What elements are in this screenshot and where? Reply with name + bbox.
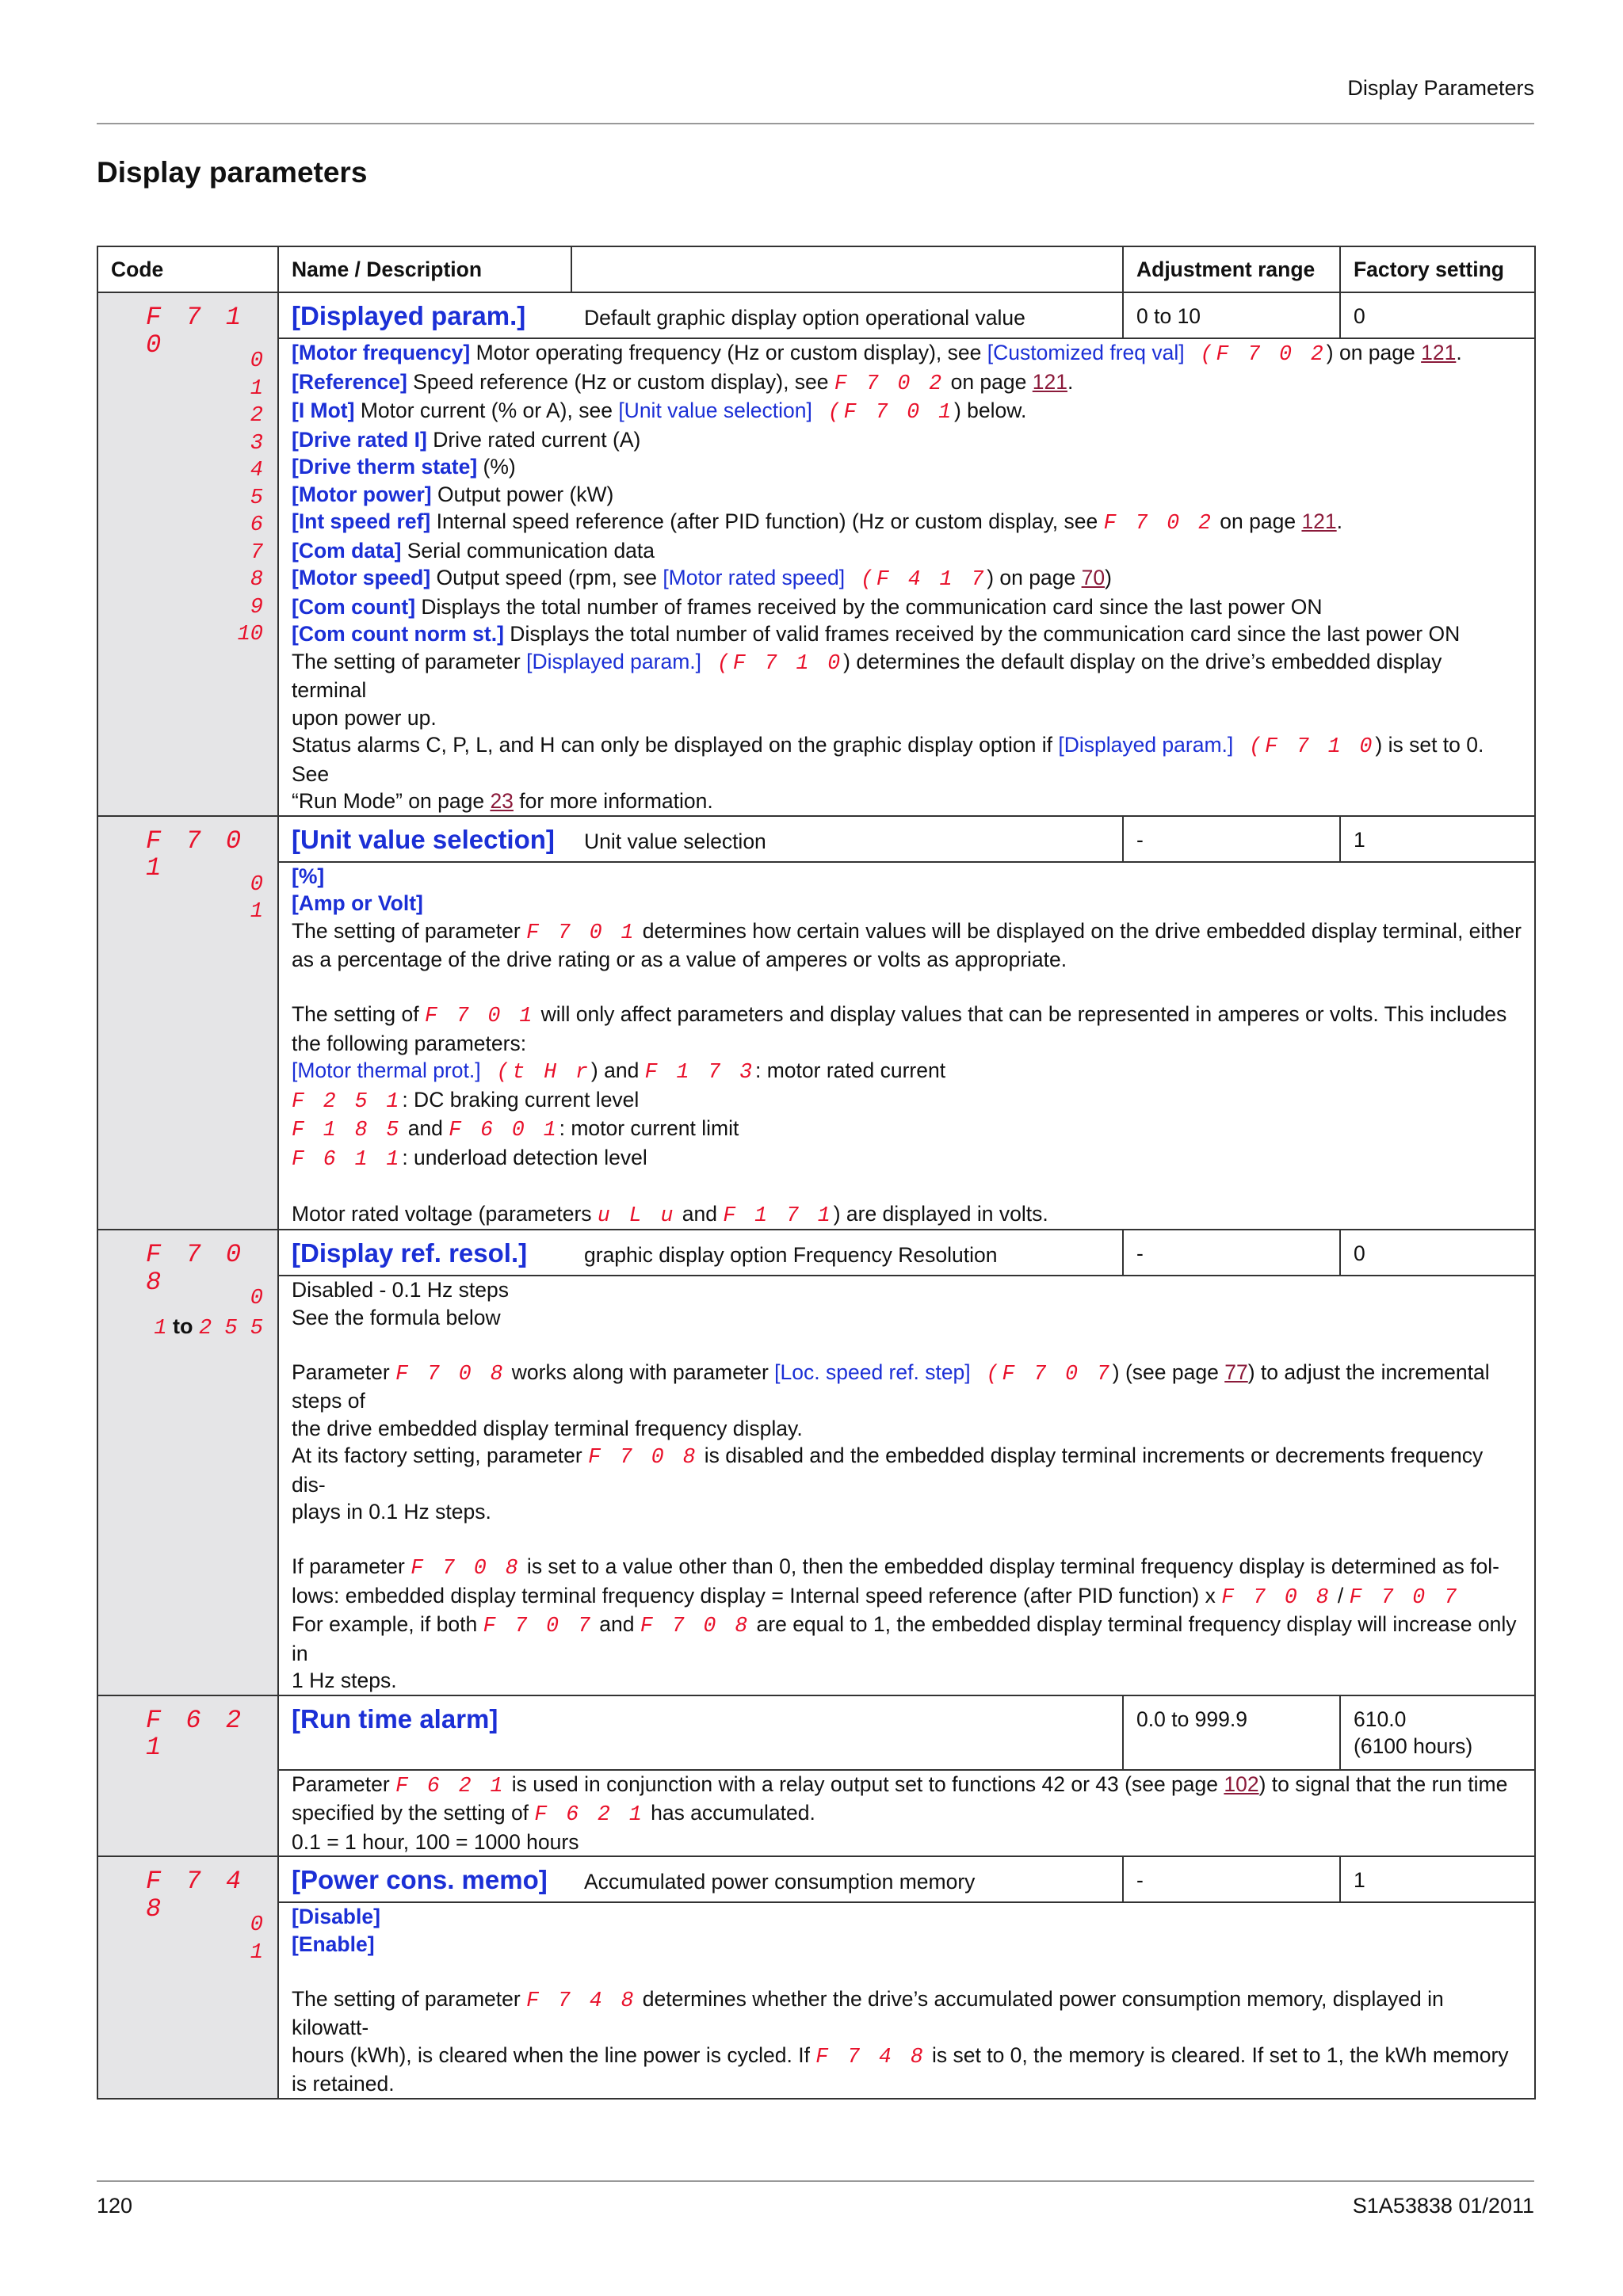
param-details: [Disable] [Enable] The setting of parameter F 7 4 8 determines whether the drive’s accumulated power consumption memory, displayed in kilowatt- hours (kWh), is cleared when the line power is cycled. If F 7 4 8 is set to 0, the memory is cleared. If set to 1, the kWh memory is retained.	[278, 1902, 1535, 2099]
param-name-cell	[278, 816, 571, 862]
page-link[interactable]: 23	[490, 789, 514, 813]
param-code: F 7 0 8	[146, 1240, 246, 1297]
param-code: F 7 0 1	[146, 826, 246, 883]
option-codes	[106, 339, 269, 649]
param-short-desc-cell	[571, 1230, 1123, 1276]
option-line: [Drive rated I] Drive rated current (A)	[292, 427, 641, 452]
document-id: S1A53838 01/2011	[1352, 2194, 1534, 2218]
param-detail-row-f710	[97, 338, 1535, 816]
adjustment-range-cell	[1123, 816, 1340, 862]
factory-setting-cell	[1340, 1695, 1535, 1770]
param-name: [Run time alarm]	[292, 1703, 498, 1733]
param-detail-row-f621	[97, 1770, 1535, 1857]
col-code: Code	[97, 246, 278, 292]
param-short-desc-cell	[571, 292, 1123, 338]
page-link[interactable]: 121	[1301, 509, 1337, 533]
option-code: 8	[250, 568, 263, 592]
code-cell-f621	[97, 1695, 278, 1857]
option-line: [Drive therm state] (%)	[292, 455, 516, 479]
factory-setting: 0	[1354, 1241, 1365, 1265]
adjustment-range-cell	[1123, 1856, 1340, 1902]
param-details: Parameter F 6 2 1 is used in conjunction with a relay output set to functions 42 or 43 (see page 102) to signal that the run time specified by the setting of F 6 2 1 has accumulated. 0.1 = 1 hour, 100 = 1000 hours	[278, 1770, 1535, 1857]
page-link[interactable]: 77	[1224, 1360, 1248, 1384]
factory-setting: 1	[1354, 1868, 1365, 1892]
param-name-cell	[278, 1695, 571, 1770]
page-title: Display parameters	[97, 156, 368, 189]
param-link[interactable]: [Loc. speed ref. step]	[774, 1360, 971, 1384]
option-codes	[106, 1903, 269, 1966]
factory-setting-cell	[1340, 1230, 1535, 1276]
adjustment-range-cell	[1123, 1695, 1340, 1770]
table-header-row	[97, 246, 1535, 292]
adjustment-range: 0.0 to 999.9	[1136, 1707, 1247, 1731]
option-code: 0	[250, 1913, 263, 1937]
adjustment-range: -	[1136, 1241, 1144, 1265]
col-desc-empty	[571, 246, 1123, 292]
page-link[interactable]: 70	[1081, 566, 1106, 589]
param-short-desc-cell	[571, 1695, 1123, 1770]
code-cell-f748	[97, 1856, 278, 2099]
param-link[interactable]: [Motor rated speed]	[663, 566, 846, 589]
factory-setting-cell	[1340, 816, 1535, 862]
parameters-table	[97, 246, 1536, 2100]
option-code: 0	[250, 349, 263, 373]
option-line: [Int speed ref] Internal speed reference (after PID function) (Hz or custom display, see F 7 0 2 on page 121.	[292, 509, 1343, 535]
option-code: 0	[250, 1287, 263, 1310]
param-name: [Displayed param.]	[292, 301, 526, 330]
param-name: [Display ref. resol.]	[292, 1238, 528, 1268]
option-line: [Reference] Speed reference (Hz or custom display), see F 7 0 2 on page 121.	[292, 369, 1074, 395]
footer-rule	[97, 2180, 1534, 2182]
factory-setting: 0	[1354, 304, 1365, 328]
param-link[interactable]: [Motor thermal prot.]	[292, 1058, 481, 1082]
option-codes	[106, 1276, 269, 1340]
param-row-f708	[97, 1230, 1535, 1276]
col-name: Name / Description	[278, 246, 571, 292]
option-code: 5	[250, 486, 263, 510]
option-line: [Motor power] Output power (kW)	[292, 482, 614, 506]
option-code: 10	[237, 623, 263, 646]
page-link[interactable]: 121	[1032, 369, 1067, 394]
adjustment-range: -	[1136, 1868, 1144, 1892]
param-detail-row-f708	[97, 1276, 1535, 1695]
adjustment-range-cell	[1123, 1230, 1340, 1276]
page-number: 120	[97, 2194, 133, 2218]
adjustment-range: -	[1136, 827, 1144, 852]
param-code: F 7 4 8	[146, 1867, 246, 1924]
factory-setting-cell	[1340, 292, 1535, 338]
page-link[interactable]: 102	[1224, 1772, 1259, 1796]
note-line: upon power up.	[292, 705, 437, 730]
option-code: 1 to 2 5 5	[154, 1314, 263, 1341]
option-code: 3	[250, 431, 263, 456]
param-name: [Unit value selection]	[292, 824, 555, 854]
param-short-desc: Default graphic display option operational value	[584, 306, 1025, 330]
option-line: [Motor speed] Output speed (rpm, see [Motor rated speed] (F 4 1 7) on page 70)	[292, 566, 1112, 591]
note-line: The setting of parameter [Displayed param.] (F 7 1 0) determines the default display on the drive’s embedded display terminal	[292, 649, 1442, 702]
option-line: [Motor frequency] Motor operating frequency (Hz or custom display), see [Customized freq val] (F 7 0 2) on page 121.	[292, 341, 1462, 366]
param-name-cell	[278, 1856, 571, 1902]
param-link[interactable]: [Customized freq val]	[987, 341, 1185, 364]
param-detail-row-f701	[97, 862, 1535, 1230]
param-code: F 6 2 1	[146, 1705, 246, 1762]
param-row-f621	[97, 1695, 1535, 1770]
param-name-cell	[278, 292, 571, 338]
factory-setting: 610.0 (6100 hours)	[1354, 1707, 1473, 1758]
param-row-f701	[97, 816, 1535, 862]
param-link[interactable]: [Displayed param.]	[526, 649, 702, 673]
param-details	[278, 338, 1535, 816]
option-code: 0	[250, 872, 263, 897]
param-short-desc-cell	[571, 816, 1123, 862]
col-range: Adjustment range	[1123, 246, 1340, 292]
option-line: [I Mot] Motor current (% or A), see [Unit value selection] (F 7 0 1) below.	[292, 399, 1027, 424]
option-code: 6	[250, 513, 263, 537]
option-line: [Com count norm st.] Displays the total number of valid frames received by the communication card since the last power ON	[292, 622, 1461, 646]
option-code: 9	[250, 595, 263, 620]
option-codes	[106, 863, 269, 926]
param-row-f710	[97, 292, 1535, 338]
option-code: 7	[250, 540, 263, 565]
code-cell-f708	[97, 1230, 278, 1695]
param-short-desc-cell	[571, 1856, 1123, 1902]
param-short-desc: Accumulated power consumption memory	[584, 1870, 976, 1894]
option-code: 1	[250, 1940, 263, 1965]
option-code: 2	[250, 404, 263, 428]
param-link[interactable]: [Unit value selection]	[618, 399, 812, 422]
param-name: [Power cons. memo]	[292, 1865, 548, 1894]
col-factory: Factory setting	[1340, 246, 1535, 292]
page-link[interactable]: 121	[1421, 341, 1457, 364]
code-cell-f710	[97, 292, 278, 816]
param-detail-row-f748	[97, 1902, 1535, 2099]
option-code: 4	[250, 459, 263, 482]
option-line: [Com data] Serial communication data	[292, 538, 655, 563]
factory-setting: 1	[1354, 827, 1365, 852]
adjustment-range: 0 to 10	[1136, 304, 1201, 328]
param-details: [%] [Amp or Volt] The setting of parameter F 7 0 1 determines how certain values will be displayed on the drive embedded display terminal, either as a percentage of the drive rating or as a value of amperes or volts as appropriate. The setting of F 7 0 1 will only affect parameters and display values that can be represented in amperes or volts. This includes the following parameters: [Motor thermal prot.] (t H r) and F 1 7 3: motor rated current F 2 5 1: DC braking current level F 1 8 5 and F 6 0 1: motor current limit F 6 1 1: underload detection level Motor rated voltage (parameters u L u and F 1 7 1) are displayed in volts.	[278, 862, 1535, 1230]
option-code: 1	[250, 376, 263, 401]
param-short-desc: graphic display option Frequency Resolution	[584, 1243, 998, 1267]
param-link[interactable]: [Displayed param.]	[1058, 733, 1234, 757]
note-line: Status alarms C, P, L, and H can only be displayed on the graphic display option if [Displayed param.] (F 7 1 0) is set to 0. See	[292, 733, 1484, 786]
param-name-cell	[278, 1230, 571, 1276]
option-line: [Com count] Displays the total number of frames received by the communication card since the last power ON	[292, 594, 1323, 619]
option-code: 1	[250, 900, 263, 924]
code-cell-f701	[97, 816, 278, 1230]
param-code: F 7 1 0	[146, 303, 246, 360]
param-details: Disabled - 0.1 Hz steps See the formula below Parameter F 7 0 8 works along with parameter [Loc. speed ref. step] (F 7 0 7) (see page 77) to adjust the incremental steps of the drive embedded display terminal frequency display. At its factory setting, parameter F 7 0 8 is disabled and the embedded display terminal increments or decrements frequency dis- plays in 0.1 Hz steps. If parameter F 7 0 8 is set to a value other than 0, then the embedded display terminal frequency display is determined as fol- lows: embedded display terminal frequency display = Internal speed reference (after PID function) x F 7 0 8 / F 7 0 7 For example, if both F 7 0 7 and F 7 0 8 are equal to 1, the embedded display terminal frequency display will increase only in 1 Hz steps.	[278, 1276, 1535, 1695]
note-line: “Run Mode” on page 23 for more information.	[292, 789, 713, 813]
factory-setting-cell	[1340, 1856, 1535, 1902]
adjustment-range-cell	[1123, 292, 1340, 338]
header-section-title: Display Parameters	[1347, 76, 1534, 100]
header-rule	[97, 123, 1534, 124]
param-row-f748	[97, 1856, 1535, 1902]
param-short-desc: Unit value selection	[584, 829, 766, 853]
